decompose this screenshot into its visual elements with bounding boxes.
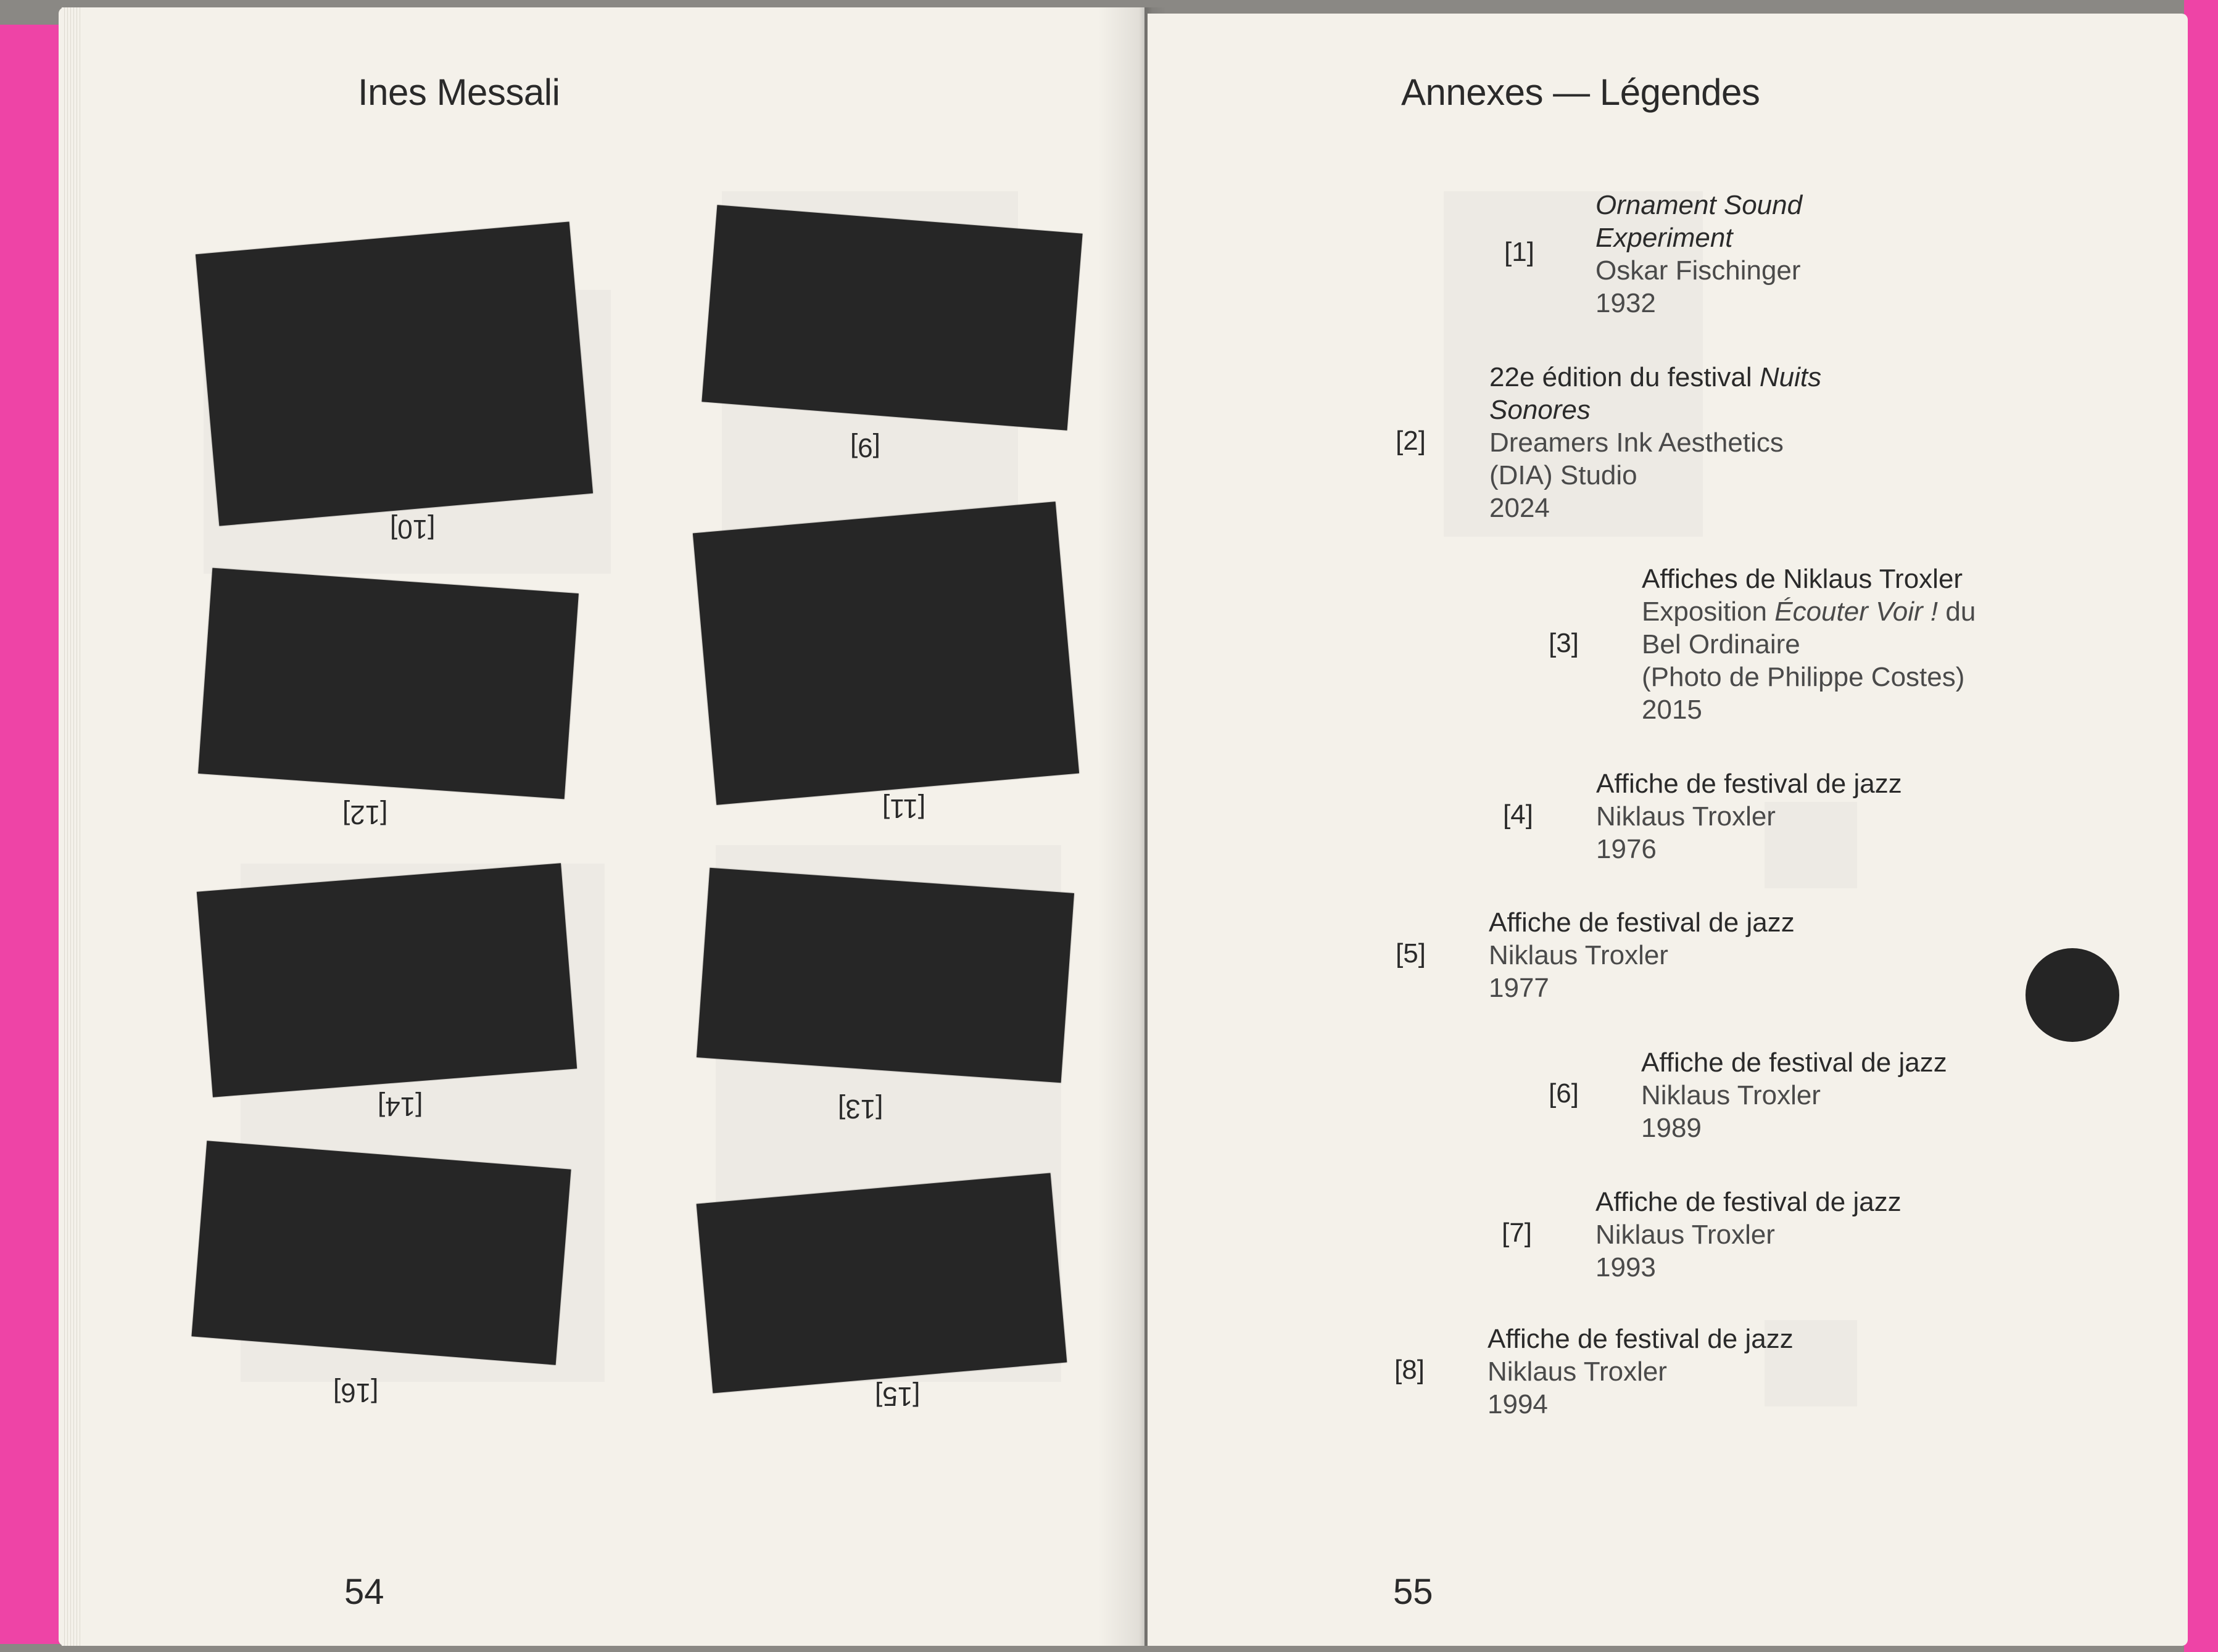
running-head-right: Annexes — Légendes bbox=[1401, 72, 1760, 113]
figure-ref-13: [13] bbox=[838, 1094, 883, 1124]
figure-ref-9: [9] bbox=[850, 432, 880, 463]
book-cover-edge-left bbox=[0, 25, 68, 1644]
page-number-right: 55 bbox=[1393, 1572, 1433, 1612]
caption-title: Affiche de festival de jazz bbox=[1595, 1187, 1901, 1217]
caption-line: 1994 bbox=[1488, 1389, 1548, 1419]
caption-number: [1] bbox=[1504, 237, 1534, 267]
caption-line: 1977 bbox=[1489, 973, 1549, 1003]
figure-image-11 bbox=[693, 502, 1079, 805]
figure-ref-14: [14] bbox=[378, 1091, 423, 1121]
caption-title: Affiche de festival de jazz bbox=[1641, 1047, 1947, 1078]
figure-ref-16: [16] bbox=[333, 1377, 379, 1408]
caption-title: Affiche de festival de jazz bbox=[1489, 907, 1795, 938]
caption-line-post: du bbox=[1938, 597, 1976, 627]
caption-line: Niklaus Troxler bbox=[1641, 1080, 1821, 1110]
caption-line-pre: Exposition bbox=[1642, 597, 1775, 627]
caption-title: Ornament Sound Experiment bbox=[1595, 190, 1803, 253]
caption-title-text: 22e édition du festival bbox=[1489, 362, 1760, 392]
caption-number: [3] bbox=[1549, 628, 1579, 658]
caption-line-italic: Écouter Voir ! bbox=[1774, 597, 1939, 627]
caption-line: 2024 bbox=[1489, 493, 1550, 523]
figure-ref-11: [11] bbox=[882, 793, 926, 824]
caption-line: 1989 bbox=[1641, 1113, 1702, 1143]
caption-number: [5] bbox=[1396, 938, 1426, 968]
page-edges bbox=[62, 7, 80, 1646]
figure-image-15 bbox=[697, 1173, 1067, 1393]
caption-entry bbox=[1642, 563, 2024, 726]
caption-number: [2] bbox=[1396, 426, 1426, 456]
caption-line: Niklaus Troxler bbox=[1489, 940, 1668, 970]
figure-image-16 bbox=[191, 1141, 571, 1365]
caption-number: [4] bbox=[1503, 799, 1533, 830]
book-cover-edge-right bbox=[2184, 0, 2218, 1652]
figure-ref-12: [12] bbox=[342, 799, 388, 830]
figure-ref-10: [10] bbox=[390, 514, 436, 544]
caption-title: Affiches de Niklaus Troxler bbox=[1642, 564, 1963, 594]
caption-line: 2015 bbox=[1642, 695, 1702, 725]
caption-line: Bel Ordinaire bbox=[1642, 629, 1800, 659]
caption-title bbox=[1489, 361, 1884, 426]
caption-line: 1993 bbox=[1595, 1252, 1656, 1282]
caption-entry bbox=[1595, 1186, 1966, 1284]
running-head-left: Ines Messali bbox=[358, 72, 560, 113]
caption-title: Affiche de festival de jazz bbox=[1488, 1324, 1794, 1354]
caption-title: Affiche de festival de jazz bbox=[1596, 769, 1902, 799]
caption-line: 1932 bbox=[1595, 288, 1656, 318]
figure-ref-15: [15] bbox=[875, 1381, 921, 1411]
figure-image-9 bbox=[701, 205, 1082, 431]
caption-line: (DIA) Studio bbox=[1489, 460, 1637, 490]
black-dot-marker bbox=[2026, 948, 2119, 1042]
caption-entry bbox=[1595, 189, 1855, 320]
caption-number: [8] bbox=[1394, 1355, 1425, 1385]
caption-line: Oskar Fischinger bbox=[1595, 255, 1801, 286]
caption-line: Niklaus Troxler bbox=[1596, 801, 1776, 832]
caption-entry bbox=[1641, 1046, 2011, 1144]
caption-entry bbox=[1596, 767, 1966, 865]
caption-number: [6] bbox=[1549, 1078, 1579, 1109]
caption-title-italic: Nuits Sonores bbox=[1489, 362, 1822, 425]
caption-line bbox=[1642, 595, 2024, 628]
caption-entry bbox=[1489, 361, 1884, 524]
caption-line: Dreamers Ink Aesthetics bbox=[1489, 427, 1784, 458]
figure-image-14 bbox=[197, 863, 577, 1097]
figure-image-13 bbox=[697, 868, 1074, 1083]
caption-entry bbox=[1488, 1323, 1858, 1421]
caption-line: Niklaus Troxler bbox=[1595, 1220, 1775, 1250]
figure-image-10 bbox=[196, 221, 593, 526]
caption-line: 1976 bbox=[1596, 834, 1657, 864]
caption-entry bbox=[1489, 906, 1859, 1004]
caption-number: [7] bbox=[1502, 1218, 1532, 1248]
figure-image-12 bbox=[198, 568, 579, 799]
caption-line: Niklaus Troxler bbox=[1488, 1357, 1667, 1387]
caption-line: (Photo de Philippe Costes) bbox=[1642, 662, 1965, 692]
page-number-left: 54 bbox=[344, 1572, 384, 1612]
